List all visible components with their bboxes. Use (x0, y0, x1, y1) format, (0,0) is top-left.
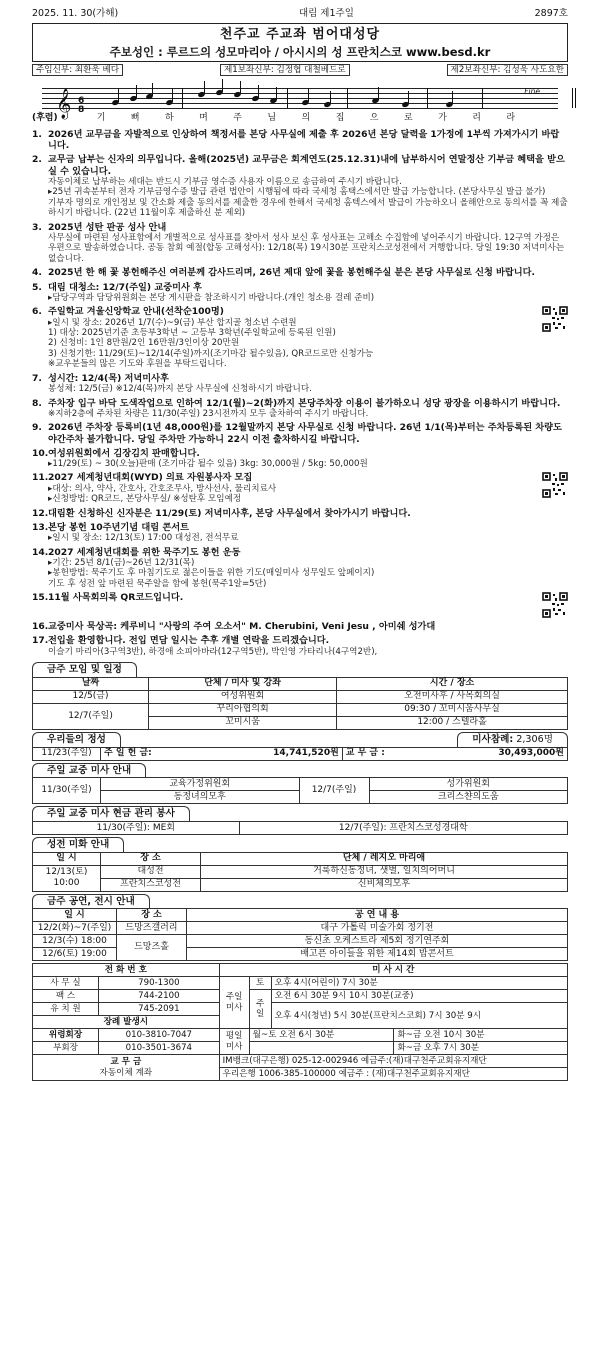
notice-item (32, 373, 568, 395)
attendance-box: 미사참례: 2,306명 (457, 732, 568, 747)
notice-line: 이슬기 마리아(3구역3반), 하경애 소피아바라(12구역5반), 박인영 가타리나(4구역2반), (48, 646, 378, 657)
notice-item (32, 129, 568, 151)
notice-line: 여성위원회에서 김장김치 판매합니다. (48, 447, 200, 459)
notice-line: 주차장 입구 바닥 도색작업으로 인하여 12/1(월)~2(화)까지 본당주차장 이용이 불가하오니 성당 광장을 이용하시기 바랍니다. (48, 397, 561, 409)
notice-item (32, 154, 568, 218)
notice-number: 8. (32, 397, 42, 409)
notice-line: 대림 대청소: 12/7(주일) 교중미사 후 (48, 281, 202, 293)
meetings-title: 금주 모임 및 일정 (32, 662, 137, 677)
offering-table: 11/30(주일): ME회 12/7(주일): 프란치스코성경대학 (32, 821, 568, 835)
notice-item (32, 522, 568, 544)
notice-line: 교무금 납부는 신자의 의무입니다. 올해(2025년) 교무금은 회계연도(25.12.31)내에 납부하시어 연말정산 기부금 혜택을 받으실 수 있습니다. (48, 154, 565, 177)
qr-code-icon[interactable] (542, 306, 568, 332)
notice-number: 10. (32, 447, 49, 459)
notice-line: 2026년 주차장 등록비(1년 48,000원)를 12월말까지 본당 사무실로 신청 바랍니다. 26년 1/1(목)부터는 주차등록된 차량도 야간주차 불가합니다. 당일 주차만 가능하니 22시 이전 출차하시길 바랍니다. (48, 422, 562, 445)
finance-table: 11/23(주일) 주 일 헌 금: 14,741,520원 교 무 금 : 30,493,000원 (32, 747, 568, 761)
notice-list (32, 129, 568, 657)
bar-line (427, 88, 428, 108)
notice-line: ▸담당구역과 담당위원회는 본당 게시판을 참조하시기 바랍니다.(개인 청소용 걸레 준비) (48, 292, 375, 303)
notice-number: 5. (32, 281, 42, 293)
notice-item (32, 282, 568, 304)
lyric-syllable: 뻐 (130, 112, 140, 123)
time-signature: 6 8 (78, 95, 85, 115)
notice-number: 6. (32, 306, 42, 318)
mass-guide-title: 주일 교중 미사 안내 (32, 763, 146, 778)
qr-code-icon[interactable] (542, 472, 568, 498)
notice-number: 12. (32, 507, 49, 519)
notice-line: ▸25년 귀속분부터 전자 기부금영수증 발급 관련 법안이 시행됨에 따라 국세청 홈택스에서만 발급 가능합니다. (본당사무실 발급 불가) (48, 187, 546, 198)
lyric-syllable: 집 (335, 112, 345, 123)
qr-code-icon[interactable] (542, 592, 568, 618)
lyric-syllable: 하 (165, 112, 174, 123)
notice-number: 13. (32, 521, 49, 533)
bar-line (347, 88, 348, 108)
masthead (32, 23, 568, 62)
pastor: 주임신부: 최환욱 베다 (32, 64, 123, 76)
notice-item (32, 508, 568, 519)
notice-item (32, 592, 568, 618)
meetings-table: 날짜 단체 / 미사 및 강좌 시간 / 장소 12/5(금) 여성위원회 오전미사후 / 사목회의실 12/7(주일) 꾸리아협의회 09:30 / 꼬미시움사무실 꼬미시움 12:00 / 스텔라홀 (32, 677, 568, 730)
notice-line: 대림환 신청하신 신자분은 11/29(토) 저녁미사후, 본당 사무실에서 찾아가시기 바랍니다. (48, 507, 411, 519)
notice-line: 2027 세계청년대회를 위한 묵주기도 봉헌 운동 (48, 546, 241, 558)
score-lyrics (32, 113, 568, 124)
notice-line: 1) 대상: 2025년기준 초등부3학년 ~ 고등부 3학년(주일학교에 등록된 인원) (48, 327, 336, 338)
notice-number: 15. (32, 592, 49, 604)
notice-line: 전입을 환영합니다. 전입 면담 일시는 추후 개별 연락을 드리겠습니다. (48, 635, 330, 647)
lyric-syllable: 으 (369, 112, 379, 123)
lyric-syllable: 며 (199, 112, 208, 123)
notice-line: 주일학교 겨울신앙학교 안내(선착순100명) (48, 306, 224, 318)
treble-clef-icon: 𝄞 (56, 88, 72, 119)
notice-line: ※교우분들의 많은 기도와 후원을 부탁드립니다. (48, 359, 227, 370)
notice-number: 9. (32, 422, 42, 434)
bar-line (575, 88, 576, 108)
shows-table: 일 시 장 소 공 연 내 용 12/2(화)~7(주일) 드망즈갤러리 대구 가톨릭 미술가회 정기전 12/3(수) 18:00 드망즈홀 동신초 오케스트라 제5회 정기연주회 12/6(토) 19:00 배고픈 아이들을 위한 제14회 밥콘서트 (32, 908, 568, 961)
notice-line: 봉성체: 12/5(금) ※12/4(목)까지 본당 사무실에 신청하시기 바랍니다. (48, 384, 312, 395)
bar-line (287, 88, 288, 108)
notice-line: 본당 봉헌 10주년기념 대림 콘서트 (48, 521, 189, 533)
bar-line (182, 88, 183, 108)
fine-mark: Fine (524, 86, 540, 96)
assistant-pastor-2: 제2보좌신부: 김성욱 사도요한 (447, 64, 568, 76)
lyric-syllable: 라 (506, 112, 516, 123)
notice-number: 17. (32, 635, 49, 647)
notice-item (32, 635, 568, 657)
issue-number: 2897호 (534, 8, 568, 20)
notice-line: 2026년 교무금을 자발적으로 인상하여 책정서를 본당 사무실에 제출 후 2026년 본당 달력을 1가정에 1부씩 가져가시기 바랍니다. (48, 128, 560, 152)
notice-number: 14. (32, 546, 49, 558)
notice-item (32, 267, 568, 278)
notice-line: 자동이체로 납부하는 세대는 반드시 기부금 영수증 사용자 이름으로 송금하여 주시기 바랍니다. (48, 176, 402, 187)
lyric-syllable: 리 (472, 112, 481, 123)
notice-number: 7. (32, 372, 42, 384)
notice-line: ※지하2층에 주차된 차량은 11/30(주일) 23시전까지 모두 출차하여 주시기 바랍니다. (48, 408, 369, 419)
staff (42, 86, 558, 119)
bulletin-header-row (32, 8, 568, 20)
notice-line: ▸대상: 의사, 약사, 간호사, 간호조무사, 방사선사, 물리치료사 (48, 483, 277, 494)
liturgical-week: 대림 제1주일 (298, 8, 354, 20)
notice-line: 교중미사 묵상곡: 케루비니 "사랑의 주여 오소서" M. Cherubini, Veni Jesu , 아미쉐 성가대 (48, 621, 436, 633)
notice-line: 3) 신청기한: 11/29(토)~12/14(주일)까지(조기마감 될수있음), QR코드로만 신청가능 (48, 348, 374, 359)
notice-number: 4. (32, 267, 42, 279)
decor-table: 일 시 장 소 단체 / 레지오 마리애 12/13(토) 10:00 대성전 거룩하신동정녀, 샛별, 일치의어머니 프란치스코성전 신비체의모후 (32, 852, 568, 892)
notice-number: 2. (32, 154, 42, 166)
lyric-syllable: 님 (267, 112, 277, 123)
lyric-syllable: 가 (438, 112, 447, 123)
notice-line: 2) 신청비: 1인 8만원/2인 16만원/3인이상 20만원 (48, 338, 240, 349)
lyric-syllable: 기 (96, 112, 106, 123)
notice-number: 16. (32, 621, 49, 633)
shows-title: 금주 공연, 전시 안내 (32, 894, 150, 909)
patron-saints: 주보성인 : 루르드의 성모마리아 / 아시시의 성 프란치스코 www.besd.kr (109, 44, 491, 59)
notice-line: 2025년 한 해 꽃 봉헌해주신 여러분께 감사드리며, 26년 제대 앞에 꽃을 봉헌해주실 분은 본당 사무실로 신청 바랍니다. (48, 267, 536, 279)
notice-item (32, 398, 568, 420)
issue-date: 2025. 11. 30(가해) (32, 8, 119, 20)
offering-title: 주일 교중 미사 현금 관리 봉사 (32, 806, 190, 821)
notice-line: 기부자 명의로 개인정보 및 간소화 제출 동의서를 제출한 경우에 한해서 국세청 홈텍스에서 발급이 가능하오니 올해안으로 동의서를 꼭 제출하시기 바랍니다. (22년 11월이후 제출하신 분 제외) (48, 197, 568, 219)
lyric-syllable: 로 (403, 112, 413, 123)
refrain-label: (후렴) (32, 112, 58, 123)
bar-line (572, 88, 573, 108)
notice-item (32, 621, 568, 632)
notice-item (32, 306, 568, 370)
lyric-syllable: 의 (301, 112, 311, 123)
notice-item (32, 472, 568, 504)
notice-line: ▸일시 및 장소: 2026년 1/7(수)~9(금) 부산 합지골 청소년 수련원 (48, 317, 297, 328)
notice-line: 11월 사목회의록 QR코드입니다. (48, 592, 184, 604)
notice-line: 기도 후 성전 앞 마련된 묵주알을 함에 봉헌(묵주1알=5단) (48, 578, 267, 589)
finance-title: 우리들의 정성 (32, 732, 121, 747)
notice-item (32, 222, 568, 265)
notice-line: 사무실에 마련된 성사표함에서 개별적으로 성사표를 찾아서 성사 보신 후 성사표는 고해소 수집함에 넣어주시기 바랍니다. 12구역 가정은 우편으로 발송하였습니다. 공동 참회 예절(합동 고해성사): 12/18(목) 19시30분 프란치스코성전에서 거행합니다. 당일 19:30 저녁미사는 없습니다. (48, 232, 565, 264)
assistant-pastor-1: 제1보좌신부: 김정협 대철베드로 (220, 64, 350, 76)
decor-title: 성전 미화 안내 (32, 837, 124, 852)
clergy-row (32, 64, 568, 76)
notice-line: ▸봉헌방법: 묵주기도 후 마침기도로 젊은이들을 위한 기도(매일미사 성무일도 앞페이지) (48, 568, 375, 579)
notice-number: 11. (32, 472, 49, 484)
notice-number: 1. (32, 128, 42, 140)
notice-line: 성시간: 12/4(목) 저녁미사후 (48, 372, 169, 384)
music-score (32, 80, 568, 128)
notice-line: ▸기간: 25년 8/1(금)~26년 12/31(목) (48, 557, 195, 568)
notice-item (32, 422, 568, 444)
bar-line (482, 88, 483, 108)
notice-line: ▸11/29(토) ~ 30(오늘)판매 (조기마감 될수 있음) 3kg: 30,000원 / 5kg: 50,000원 (48, 458, 368, 469)
notice-number: 3. (32, 221, 42, 233)
notice-line: 2027 세계청년대회(WYD) 의료 자원봉사자 모집 (48, 472, 253, 484)
notice-item (32, 547, 568, 590)
mass-guide-table: 11/30(주일) 교육가정위원회 12/7(주일) 성가위원회 동정녀의모후 크리스챤의도움 (32, 777, 568, 804)
church-name: 천주교 주교좌 범어대성당 (219, 27, 381, 42)
notice-line: ▸일시 및 장소: 12/13(토) 17:00 대성전, 전석무료 (48, 533, 239, 544)
lyric-syllable: 주 (233, 112, 242, 123)
notice-item (32, 448, 568, 470)
contacts-mass-table: 전 화 번 호 미 사 시 간 사 무 실 790-1300 주일 미사 토 오후 4시(어린이) 7시 30분 팩 스 744-2100 주일 오전 6시 30분 9시 10시 30분(교중) 유 치 원 745-2091 오후 4시(청년) 5시 30분(프란치스코회) 7시 30분 9시 장례 발생시 위령회장 010-3810-7047 평일 미사 월~토 오전 6시 30분 화~금 오전 10시 30분 부회장 010-3501-3674 화~금 오후 7시 30분 교 무 금 자동이체 계좌 IM뱅크(대구은행) 025-12-002946 예금주:(재)대구천주교회유지재단 우리은행 1006-385-100000 예금주 : (재)대구천주교회유지재단 (32, 963, 568, 1081)
notice-line: 2025년 성탄 판공 성사 안내 (48, 221, 167, 233)
notice-line: ▸신청방법: QR코드, 본당사무실/ ※성탄후 모임예정 (48, 494, 242, 505)
